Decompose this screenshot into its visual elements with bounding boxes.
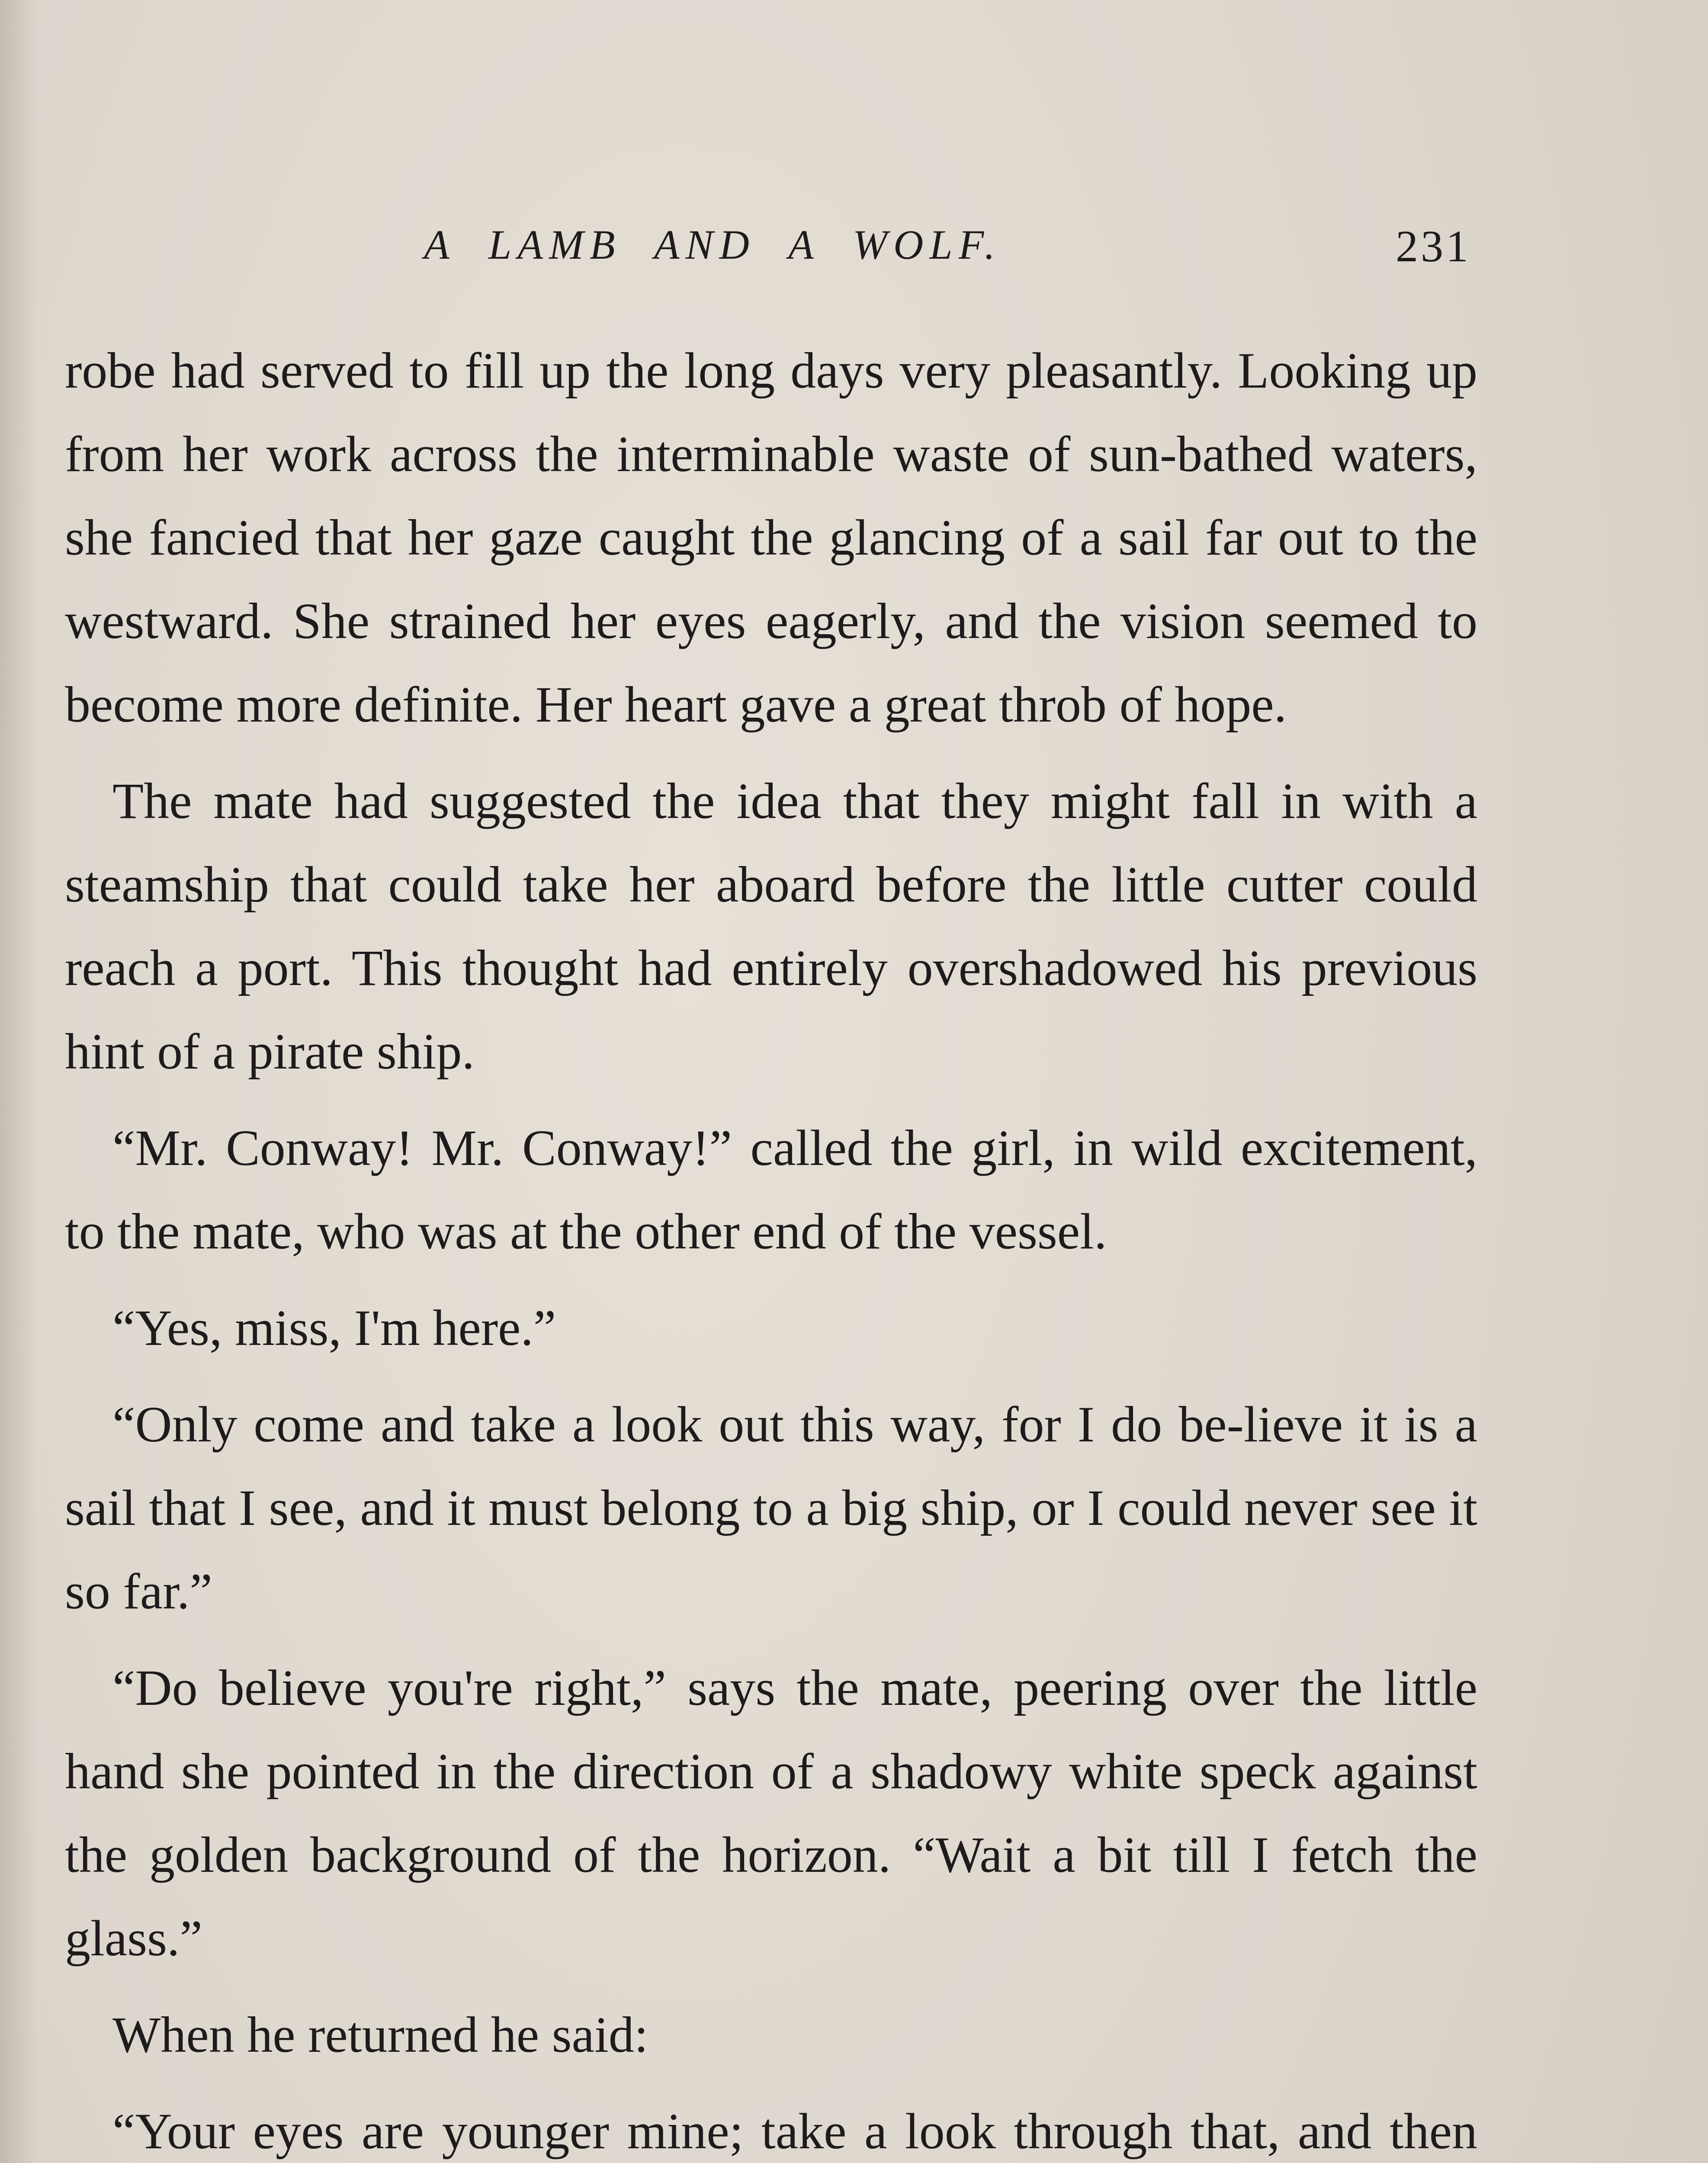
- running-title: A LAMB AND A WOLF.: [424, 221, 1001, 268]
- paragraph-6: “Do believe you're right,” says the mate, peering over the little hand she pointed in the direction of a shadowy white speck against the golden background of the horizon. “Wait a bit till I fetch the glass.”: [65, 1659, 1477, 1967]
- paragraph-8: “Your eyes are younger mine; take a look through that, and then: [112, 2103, 1477, 2160]
- paragraph-4: “Yes, miss, I'm here.”: [112, 1300, 556, 1356]
- page-gutter-shadow: [0, 0, 39, 2163]
- paragraph-3: “Mr. Conway! Mr. Conway!” called the girl, in wild excitement, to the mate, who was at the other end of the vessel.: [65, 1120, 1477, 1260]
- paragraph-7: When he returned he said:: [112, 2006, 649, 2063]
- body-text: [65, 329, 1477, 2163]
- paragraph-5: “Only come and take a look out this way, for I do be-lieve it is a sail that I see, and it must belong to a big ship, or I could never see it so far.”: [65, 1396, 1477, 1620]
- page-header: [69, 216, 1480, 286]
- page-number: 231: [1396, 221, 1471, 271]
- paragraph-1: robe had served to fill up the long days very pleasantly. Looking up from her work across the interminable waste of sun-bathed waters, she fancied that her gaze caught the glancing of a sail far out to the westward. She strained her eyes eagerly, and the vision seemed to become more definite. Her heart gave a great throb of hope.: [65, 342, 1477, 733]
- paragraph-2: The mate had suggested the idea that they might fall in with a steamship that could take her aboard before the little cutter could reach a port. This thought had entirely overshadowed his previous hint of a pirate ship.: [65, 773, 1477, 1080]
